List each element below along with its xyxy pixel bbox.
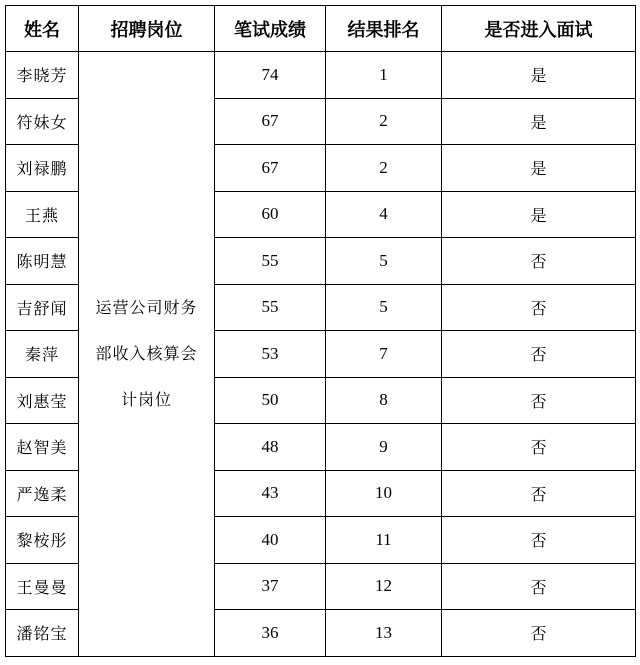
header-interview: 是否进入面试 [442,6,636,52]
header-row [6,6,636,52]
name-cell: 赵智美 [6,424,79,471]
name-cell: 秦萍 [6,331,79,378]
interview-cell: 否 [442,563,636,610]
rank-cell: 12 [326,563,442,610]
header-rank: 结果排名 [326,6,442,52]
rank-cell: 8 [326,377,442,424]
rank-cell: 5 [326,284,442,331]
score-cell: 60 [215,191,326,238]
interview-cell: 是 [442,191,636,238]
score-cell: 74 [215,52,326,99]
rank-cell: 2 [326,98,442,145]
rank-cell: 1 [326,52,442,99]
interview-cell: 是 [442,145,636,192]
header-post: 招聘岗位 [79,6,215,52]
score-cell: 36 [215,610,326,657]
score-cell: 53 [215,331,326,378]
score-cell: 48 [215,424,326,471]
score-cell: 67 [215,98,326,145]
rank-cell: 11 [326,517,442,564]
name-cell: 李晓芳 [6,52,79,99]
table-row [6,52,636,99]
score-cell: 55 [215,284,326,331]
score-cell: 50 [215,377,326,424]
rank-cell: 4 [326,191,442,238]
interview-cell: 否 [442,284,636,331]
name-cell: 陈明慧 [6,238,79,285]
score-cell: 37 [215,563,326,610]
interview-cell: 否 [442,238,636,285]
name-cell: 刘惠莹 [6,377,79,424]
name-cell: 刘禄鹏 [6,145,79,192]
rank-cell: 9 [326,424,442,471]
name-cell: 严逸柔 [6,470,79,517]
name-cell: 潘铭宝 [6,610,79,657]
interview-cell: 否 [442,424,636,471]
name-cell: 王燕 [6,191,79,238]
header-score: 笔试成绩 [215,6,326,52]
score-cell: 55 [215,238,326,285]
rank-cell: 13 [326,610,442,657]
name-cell: 吉舒闻 [6,284,79,331]
interview-cell: 否 [442,610,636,657]
rank-cell: 2 [326,145,442,192]
name-cell: 王曼曼 [6,563,79,610]
rank-cell: 7 [326,331,442,378]
score-cell: 67 [215,145,326,192]
interview-cell: 否 [442,517,636,564]
name-cell: 符妹女 [6,98,79,145]
rank-cell: 10 [326,470,442,517]
results-table [5,5,636,657]
interview-cell: 是 [442,98,636,145]
interview-cell: 否 [442,331,636,378]
score-cell: 43 [215,470,326,517]
score-cell: 40 [215,517,326,564]
header-name: 姓名 [6,6,79,52]
post-cell: 运营公司财务部收入核算会计岗位 [79,52,215,657]
interview-cell: 否 [442,377,636,424]
name-cell: 黎桉彤 [6,517,79,564]
table-body [6,52,636,657]
rank-cell: 5 [326,238,442,285]
interview-cell: 是 [442,52,636,99]
interview-cell: 否 [442,470,636,517]
